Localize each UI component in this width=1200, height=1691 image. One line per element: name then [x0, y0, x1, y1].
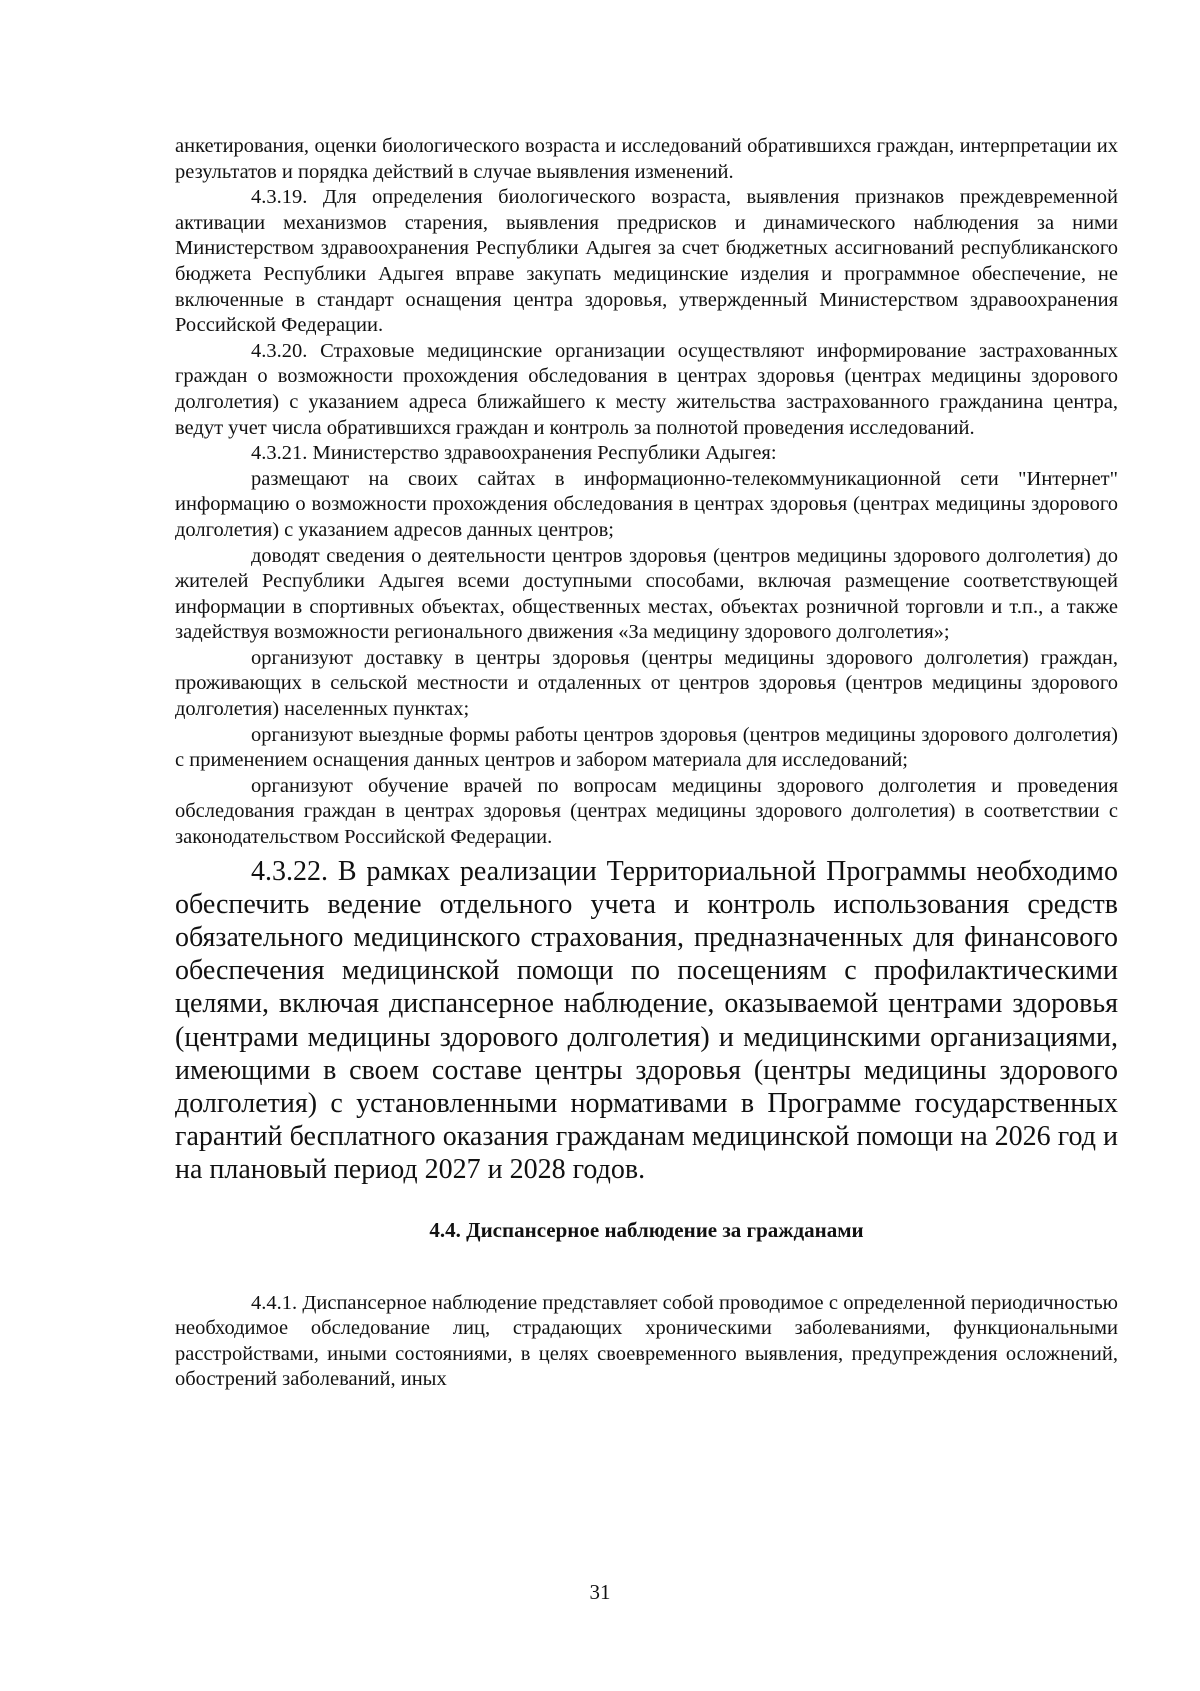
list-item-delivery: организуют доставку в центры здоровья (центры медицины здорового долголетия) граждан, проживающих в сельской местности и отдаленных от центров здоровья (центров медицины здорового долголетия) населенных пунктах; — [175, 646, 1118, 721]
paragraph-4-3-22: 4.3.22. В рамках реализации Территориальной Программы необходимо обеспечить ведение отдельного учета и контроль использования средств обязательного медицинского страхования, предназначенных для финансового обеспечения медицинской помощи по посещениям с профилактическими целями, включая диспансерное наблюдение, оказываемой центрами здоровья (центрами медицины здорового долголетия) и медицинскими организациями, имеющими в своем составе центры здоровья (центры медицины здорового долголетия) с установленными нормативами в Программе государственных гарантий бесплатного оказания гражданам медицинской помощи на 2026 год и на плановый период 2027 и 2028 годов. — [175, 855, 1118, 1186]
paragraph-4-3-20: 4.3.20. Страховые медицинские организации осуществляют информирование застрахованных граждан о возможности прохождения обследования в центрах здоровья (центрах медицины здорового долголетия) с указанием адреса ближайшего к месту жительства застрахованного гражданина центра, ведут учет числа обратившихся граждан и контроль за полнотой проведения исследований. — [175, 339, 1118, 439]
list-item-mobile-work: организуют выездные формы работы центров здоровья (центров медицины здорового долголетия) с применением оснащения данных центров и забором материала для исследований; — [175, 723, 1118, 772]
paragraph-4-4-1: 4.4.1. Диспансерное наблюдение представляет собой проводимое с определенной периодичностью необходимое обследование лиц, страдающих хроническими заболеваниями, функциональными расстройствами, иными состояниями, в целях своевременного выявления, предупреждения осложнений, обострений заболеваний, иных — [175, 1291, 1118, 1391]
document-body — [175, 134, 1118, 1393]
list-item-websites: размещают на своих сайтах в информационно-телекоммуникационной сети "Интернет" информацию о возможности прохождения обследования в центрах здоровья (центрах медицины здорового долголетия) с указанием адресов данных центров; — [175, 467, 1118, 541]
list-item-inform-residents: доводят сведения о деятельности центров здоровья (центров медицины здорового долголетия) до жителей Республики Адыгея всеми доступными способами, включая размещение соответствующей информации в спортивных объектах, общественных местах, объектах розничной торговли и т.п., а также задействуя возможности регионального движения «За медицину здорового долголетия»; — [175, 544, 1118, 644]
paragraph-continuation: анкетирования, оценки биологического возраста и исследований обратившихся граждан, интерпретации их результатов и порядка действий в случае выявления изменений. — [175, 135, 1118, 183]
section-heading-4-4: 4.4. Диспансерное наблюдение за гражданами — [429, 1217, 864, 1242]
paragraph-4-3-21: 4.3.21. Министерство здравоохранения Республики Адыгея: — [251, 442, 777, 465]
paragraph-4-3-19: 4.3.19. Для определения биологического возраста, выявления признаков преждевременной активации механизмов старения, выявления предрисков и динамического наблюдения за ними Министерством здравоохранения Республики Адыгея за счет бюджетных ассигнований республиканского бюджета Республики Адыгея вправе закупать медицинские изделия и программное обеспечение, не включенные в стандарт оснащения центра здоровья, утвержденный Министерством здравоохранения Российской Федерации. — [175, 186, 1118, 337]
page-number: 31 — [589, 1580, 611, 1604]
list-item-training: организуют обучение врачей по вопросам медицины здорового долголетия и проведения обследования граждан в центрах здоровья (центрах медицины здорового долголетия) в соответствии с законодательством Российской Федерации. — [175, 774, 1118, 849]
